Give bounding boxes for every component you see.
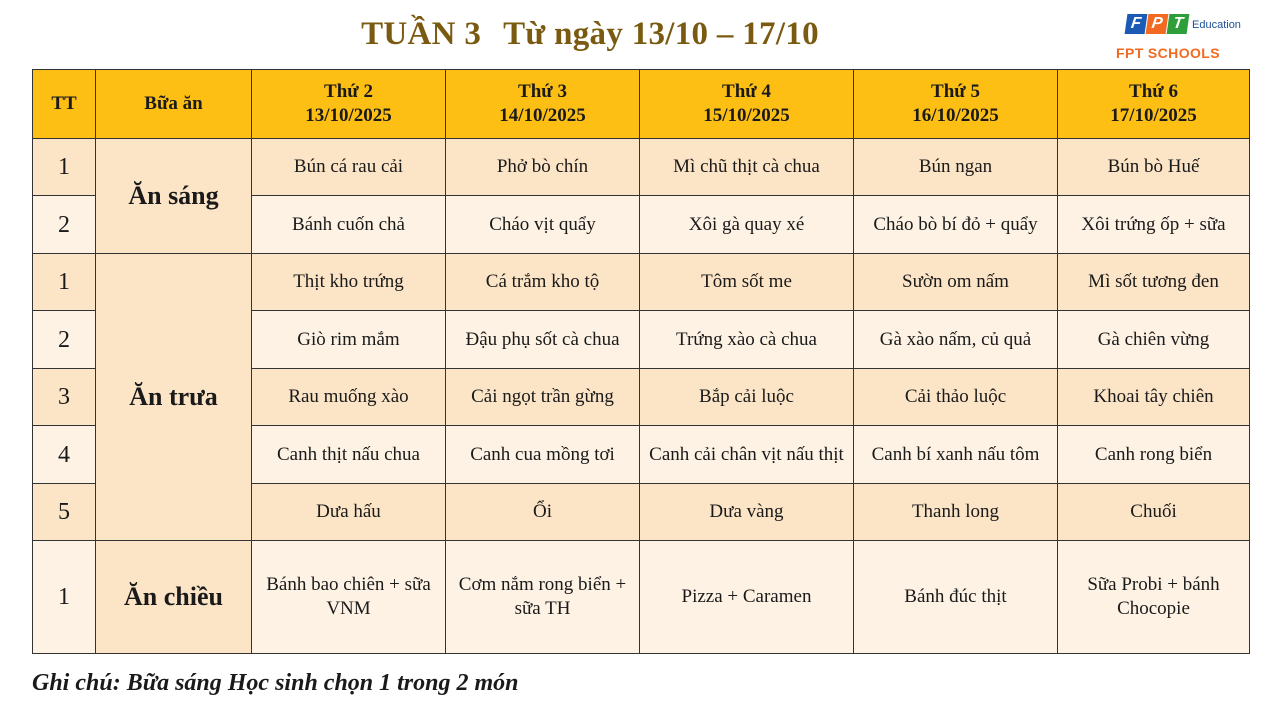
row-number: 3 [33, 369, 96, 426]
menu-cell: Cải ngọt trần gừng [446, 369, 640, 426]
header-day-mon: Thứ 2 13/10/2025 [252, 70, 446, 139]
menu-cell: Bún bò Huế [1058, 139, 1250, 196]
menu-cell: Canh bí xanh nấu tôm [854, 426, 1058, 484]
meal-afternoon: Ăn chiều [96, 541, 252, 654]
menu-cell: Gà chiên vừng [1058, 311, 1250, 369]
menu-cell: Thanh long [854, 484, 1058, 541]
menu-cell: Đậu phụ sốt cà chua [446, 311, 640, 369]
menu-cell: Bắp cải luộc [640, 369, 854, 426]
menu-cell: Cháo vịt quẩy [446, 196, 640, 254]
logo-letter-f: F [1125, 14, 1148, 34]
menu-cell: Dưa vàng [640, 484, 854, 541]
fpt-mark [1126, 14, 1189, 36]
menu-cell: Xôi trứng ốp + sữa [1058, 196, 1250, 254]
week-label: TUẦN 3 [361, 16, 482, 52]
menu-cell: Cải thảo luộc [854, 369, 1058, 426]
header-row [33, 70, 1250, 139]
lunch-row-1 [33, 254, 1250, 311]
row-number: 1 [33, 254, 96, 311]
header-tt: TT [33, 70, 96, 139]
meal-breakfast: Ăn sáng [96, 139, 252, 254]
row-number: 1 [33, 541, 96, 654]
menu-cell: Dưa hấu [252, 484, 446, 541]
menu-cell: Ổi [446, 484, 640, 541]
menu-cell: Tôm sốt me [640, 254, 854, 311]
row-number: 4 [33, 426, 96, 484]
menu-cell: Gà xào nấm, củ quả [854, 311, 1058, 369]
footnote: Ghi chú: Bữa sáng Học sinh chọn 1 trong 2 món [32, 670, 519, 696]
header-day-wed: Thứ 4 15/10/2025 [640, 70, 854, 139]
menu-cell: Bún cá rau cải [252, 139, 446, 196]
menu-cell: Canh cua mồng tơi [446, 426, 640, 484]
header-meal: Bữa ăn [96, 70, 252, 139]
logo-letter-t: T [1167, 14, 1190, 34]
menu-cell: Canh thịt nấu chua [252, 426, 446, 484]
menu-cell: Khoai tây chiên [1058, 369, 1250, 426]
row-number: 2 [33, 196, 96, 254]
row-number: 1 [33, 139, 96, 196]
afternoon-row-1 [33, 541, 1250, 654]
menu-cell: Sườn om nấm [854, 254, 1058, 311]
menu-cell: Cá trắm kho tộ [446, 254, 640, 311]
menu-table [32, 69, 1250, 654]
logo-school-text: FPT SCHOOLS [1116, 45, 1220, 61]
row-number: 5 [33, 484, 96, 541]
menu-cell: Pizza + Caramen [640, 541, 854, 654]
menu-cell: Bún ngan [854, 139, 1058, 196]
page-title [0, 16, 1180, 53]
breakfast-row-1 [33, 139, 1250, 196]
row-number: 2 [33, 311, 96, 369]
fpt-schools-logo [1112, 10, 1241, 66]
menu-cell: Chuối [1058, 484, 1250, 541]
menu-cell: Giò rim mắm [252, 311, 446, 369]
menu-cell: Xôi gà quay xé [640, 196, 854, 254]
menu-cell: Cơm nắm rong biển + sữa TH [446, 541, 640, 654]
header-day-tue: Thứ 3 14/10/2025 [446, 70, 640, 139]
menu-cell: Bánh đúc thịt [854, 541, 1058, 654]
menu-cell: Trứng xào cà chua [640, 311, 854, 369]
menu-cell: Mì chũ thịt cà chua [640, 139, 854, 196]
menu-cell: Mì sốt tương đen [1058, 254, 1250, 311]
menu-cell: Canh cải chân vịt nấu thịt [640, 426, 854, 484]
menu-cell: Rau muống xào [252, 369, 446, 426]
menu-cell: Phở bò chín [446, 139, 640, 196]
logo-education-text: Education [1192, 19, 1241, 31]
header-day-thu: Thứ 5 16/10/2025 [854, 70, 1058, 139]
header-day-fri: Thứ 6 17/10/2025 [1058, 70, 1250, 139]
menu-cell: Cháo bò bí đỏ + quẩy [854, 196, 1058, 254]
meal-lunch: Ăn trưa [96, 254, 252, 541]
menu-cell: Canh rong biển [1058, 426, 1250, 484]
menu-cell: Sữa Probi + bánh Chocopie [1058, 541, 1250, 654]
logo-letter-p: P [1146, 14, 1169, 34]
date-range: Từ ngày 13/10 – 17/10 [503, 16, 819, 52]
menu-cell: Thịt kho trứng [252, 254, 446, 311]
menu-cell: Bánh cuốn chả [252, 196, 446, 254]
menu-cell: Bánh bao chiên + sữa VNM [252, 541, 446, 654]
